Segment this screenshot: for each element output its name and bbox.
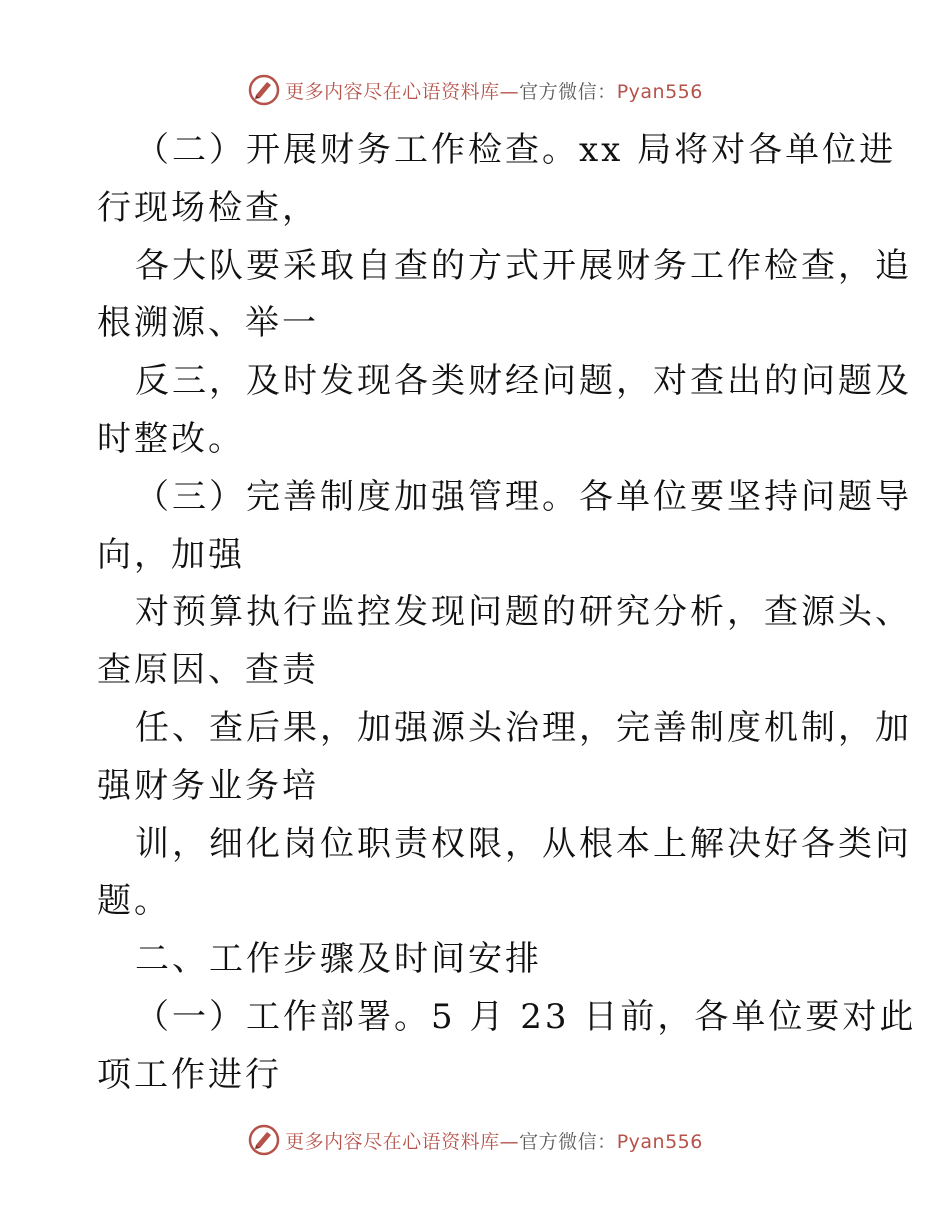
watermark-wechat-id: Pyan556: [616, 1130, 703, 1153]
section-heading: 二、工作步骤及时间安排: [135, 939, 542, 980]
watermark-wechat-label: 官方微信：: [519, 1130, 617, 1153]
text-line: 题。: [97, 881, 171, 922]
text-line: 训，细化岗位职责权限，从根本上解决好各类问: [135, 823, 912, 864]
text-line: 时整改。: [97, 418, 245, 459]
text-line: 各大队要采取自查的方式开展财务工作检查，追: [135, 245, 912, 286]
text-line: 对预算执行监控发现问题的研究分析，查源头、: [135, 592, 912, 633]
header-watermark: [0, 70, 950, 110]
watermark-text: [285, 1127, 703, 1154]
text-line: 查原因、查责: [97, 650, 319, 691]
watermark-text: [285, 77, 703, 104]
text-line: （三）完善制度加强管理。各单位要坚持问题导: [135, 476, 912, 517]
brand-logo-icon: [247, 73, 281, 107]
text-line: 强财务业务培: [97, 765, 319, 806]
footer-watermark: [0, 1120, 950, 1160]
text-line: 任、查后果，加强源头治理，完善制度机制，加: [135, 707, 912, 748]
text-line: 行现场检查，: [97, 187, 319, 228]
document-body: [97, 122, 917, 1105]
text-line: 项工作进行: [97, 1054, 282, 1095]
text-line: （二）开展财务工作检查。xx 局将对各单位进: [135, 130, 897, 170]
text-line: 根溯源、举一: [97, 303, 319, 344]
watermark-main: 更多内容尽在心语资料库—: [285, 1130, 520, 1153]
text-line: 向，加强: [97, 534, 245, 575]
brand-logo-icon: [247, 1123, 281, 1157]
watermark-wechat-label: 官方微信：: [519, 80, 617, 103]
watermark-wechat-id: Pyan556: [616, 80, 703, 103]
watermark-main: 更多内容尽在心语资料库—: [285, 80, 520, 103]
text-line: 反三，及时发现各类财经问题，对查出的问题及: [135, 361, 912, 402]
text-line: （一）工作部署。5 月 23 日前，各单位要对此: [135, 996, 917, 1037]
